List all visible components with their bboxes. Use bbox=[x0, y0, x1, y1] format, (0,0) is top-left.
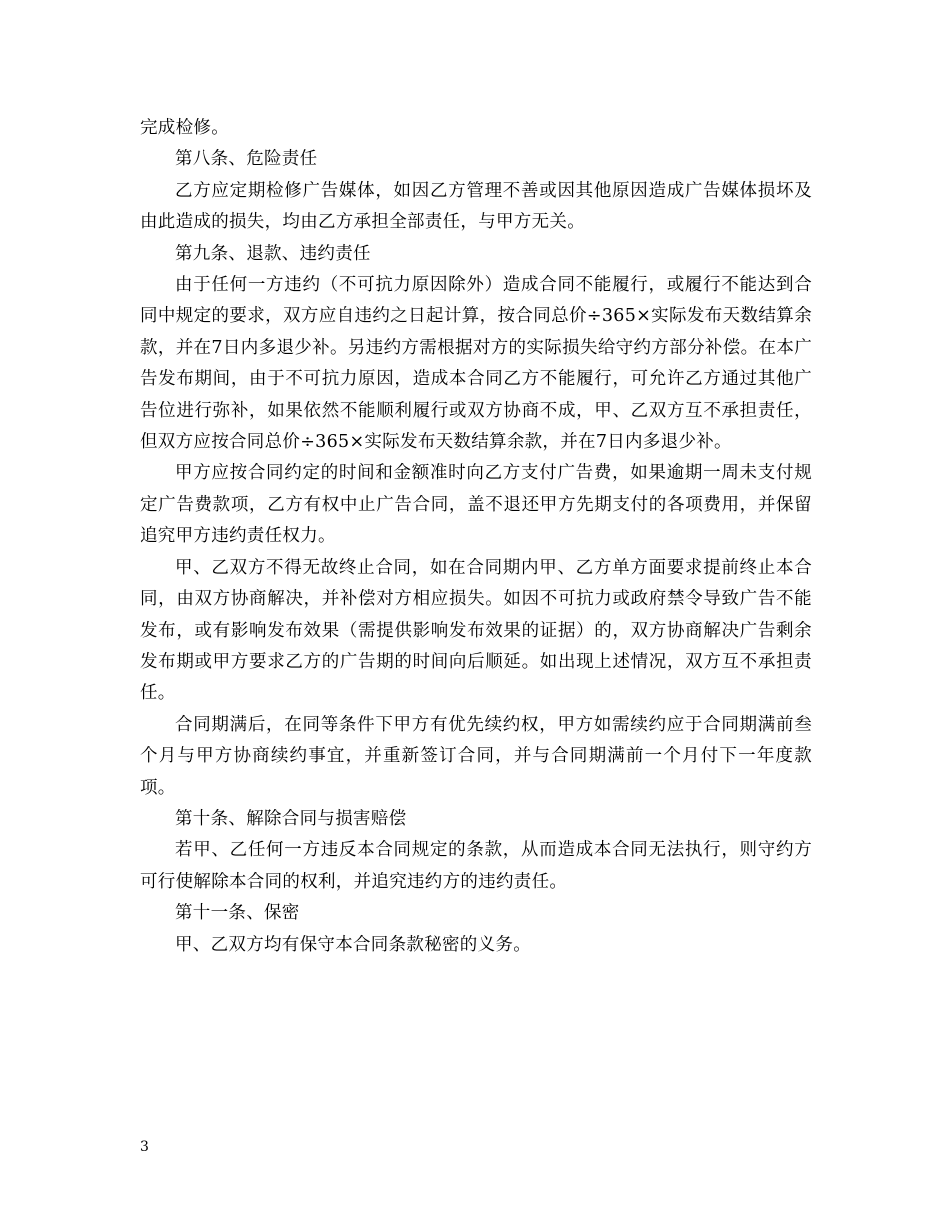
article-10-heading: 第十条、解除合同与损害赔偿 bbox=[175, 808, 407, 829]
article-9-paragraph-4: 合同期满后，在同等条件下甲方有优先续约权，甲方如需续约应于合同期满前叁个月与甲方协商续约事宜，并重新签订合同，并与合同期满前一个月付下一年度款项。 bbox=[140, 714, 812, 798]
article-9-heading: 第九条、退款、违约责任 bbox=[175, 243, 371, 264]
document-body bbox=[140, 113, 812, 961]
article-9-paragraph-3: 甲、乙双方不得无故终止合同，如在合同期内甲、乙方单方面要求提前终止本合同，由双方协商解决，并补偿对方相应损失。如因不可抗力或政府禁令导致广告不能发布，或有影响发布效果（需提供影响发布效果的证据）的，双方协商解决广告剩余发布期或甲方要求乙方的广告期的时间向后顺延。如出现上述情况，双方互不承担责任。 bbox=[140, 557, 812, 704]
paragraph-continuation: 完成检修。 bbox=[140, 118, 229, 138]
article-11-heading: 第十一条、保密 bbox=[175, 903, 300, 924]
article-10-paragraph: 若甲、乙任何一方违反本合同规定的条款，从而造成本合同无法执行，则守约方可行使解除本合同的权利，并追究违约方的违约责任。 bbox=[140, 840, 812, 892]
article-8-heading: 第八条、危险责任 bbox=[175, 149, 318, 170]
page-number: 3 bbox=[140, 1139, 149, 1155]
article-9-paragraph-2: 甲方应按合同约定的时间和金额准时向乙方支付广告费，如果逾期一周未支付规定广告费款项，乙方有权中止广告合同，盖不退还甲方先期支付的各项费用，并保留追究甲方违约责任权力。 bbox=[140, 463, 812, 547]
article-11-paragraph: 甲、乙双方均有保守本合同条款秘密的义务。 bbox=[175, 934, 531, 955]
article-8-paragraph: 乙方应定期检修广告媒体，如因乙方管理不善或因其他原因造成广告媒体损坏及由此造成的损失，均由乙方承担全部责任，与甲方无关。 bbox=[140, 180, 812, 233]
article-9-paragraph-1: 由于任何一方违约（不可抗力原因除外）造成合同不能履行，或履行不能达到合同中规定的要求，双方应自违约之日起计算，按合同总价÷365×实际发布天数结算余款，并在7日内多退少补。另违约方需根据对方的实际损失给守约方部分补偿。在本广告发布期间，由于不可抗力原因，造成本合同乙方不能履行，可允许乙方通过其他广告位进行弥补，如果依然不能顺利履行或双方协商不成，甲、乙双方互不承担责任，但双方应按合同总价÷365×实际发布天数结算余款，并在7日内多退少补。 bbox=[140, 275, 812, 453]
